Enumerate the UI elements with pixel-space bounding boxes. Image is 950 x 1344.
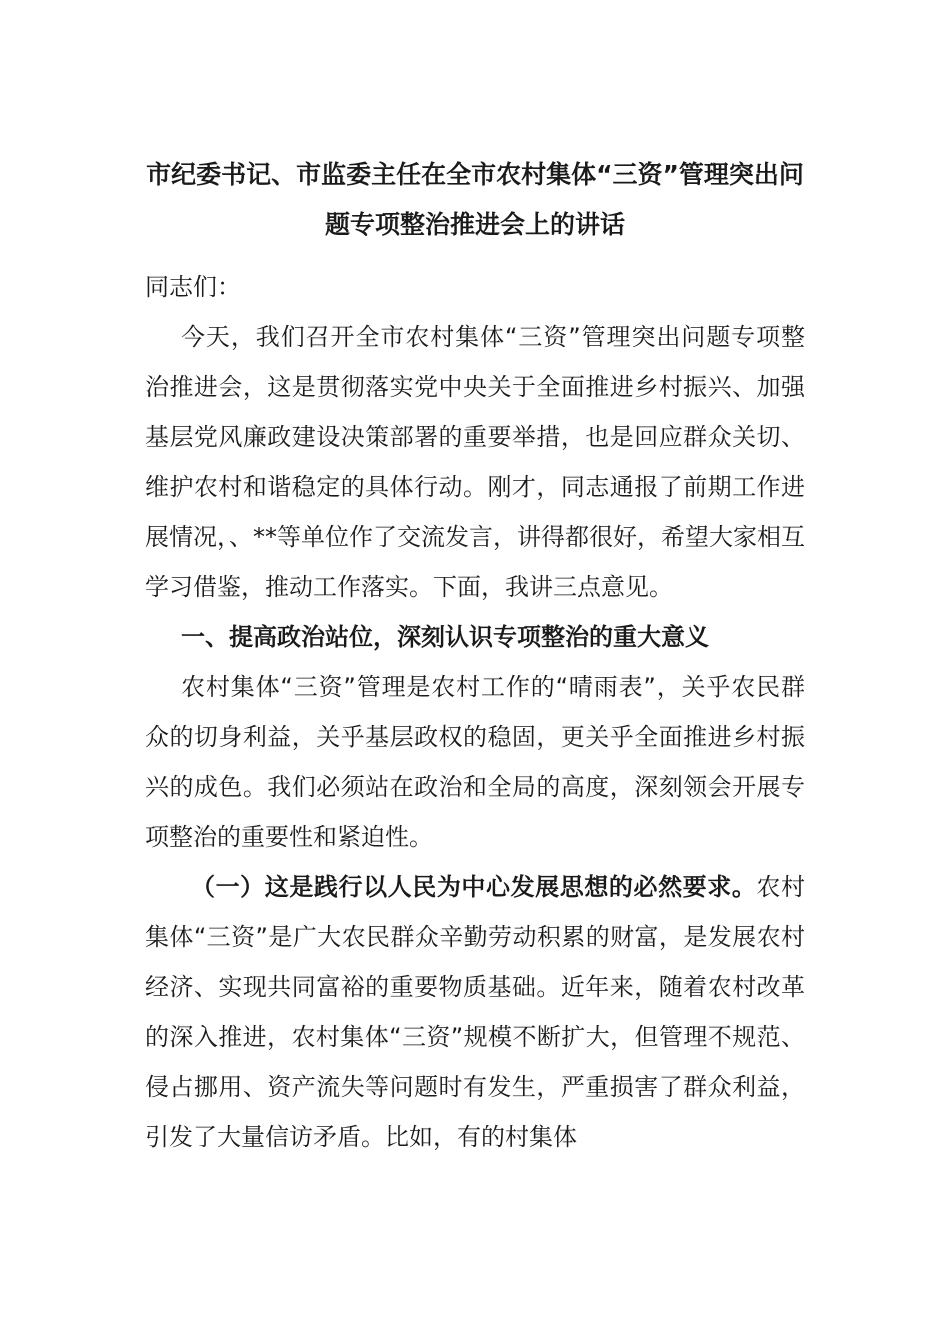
subsection-1-paragraph <box>145 862 805 1162</box>
subsection-heading-1: （一）这是践行以人民为中心发展思想的必然要求。 <box>191 873 757 901</box>
document-body <box>145 262 805 1162</box>
section-heading-1: 一、提高政治站位，深刻认识专项整治的重大意义 <box>181 623 709 651</box>
document-title: 市纪委书记、市监委主任在全市农村集体“三资”管理突出问题专项整治推进会上的讲话 <box>146 160 804 239</box>
subsection-1-body: 农村集体“三资”是广大农民群众辛勤劳动积累的财富，是发展农村经济、实现共同富裕的重要物质基础。近年来，随着农村改革的深入推进，农村集体“三资”规模不断扩大，但管理不规范、侵占挪用、资产流失等问题时有发生，严重损害了群众利益，引发了大量信访矛盾。比如，有的村集体 <box>145 873 806 1151</box>
intro-paragraph: 今天，我们召开全市农村集体“三资”管理突出问题专项整治推进会，这是贯彻落实党中央关于全面推进乡村振兴、加强基层党风廉政建设决策部署的重要举措，也是回应群众关切、维护农村和谐稳定的具体行动。刚才，同志通报了前期工作进展情况，、**等单位作了交流发言，讲得都很好，希望大家相互学习借鉴，推动工作落实。下面，我讲三点意见。 <box>145 323 805 601</box>
section-1-paragraph: 农村集体“三资”管理是农村工作的“晴雨表”，关乎农民群众的切身利益，关乎基层政权的稳固，更关乎全面推进乡村振兴的成色。我们必须站在政治和全局的高度，深刻领会开展专项整治的重要性和紧迫性。 <box>145 673 805 851</box>
salutation: 同志们： <box>145 273 241 301</box>
